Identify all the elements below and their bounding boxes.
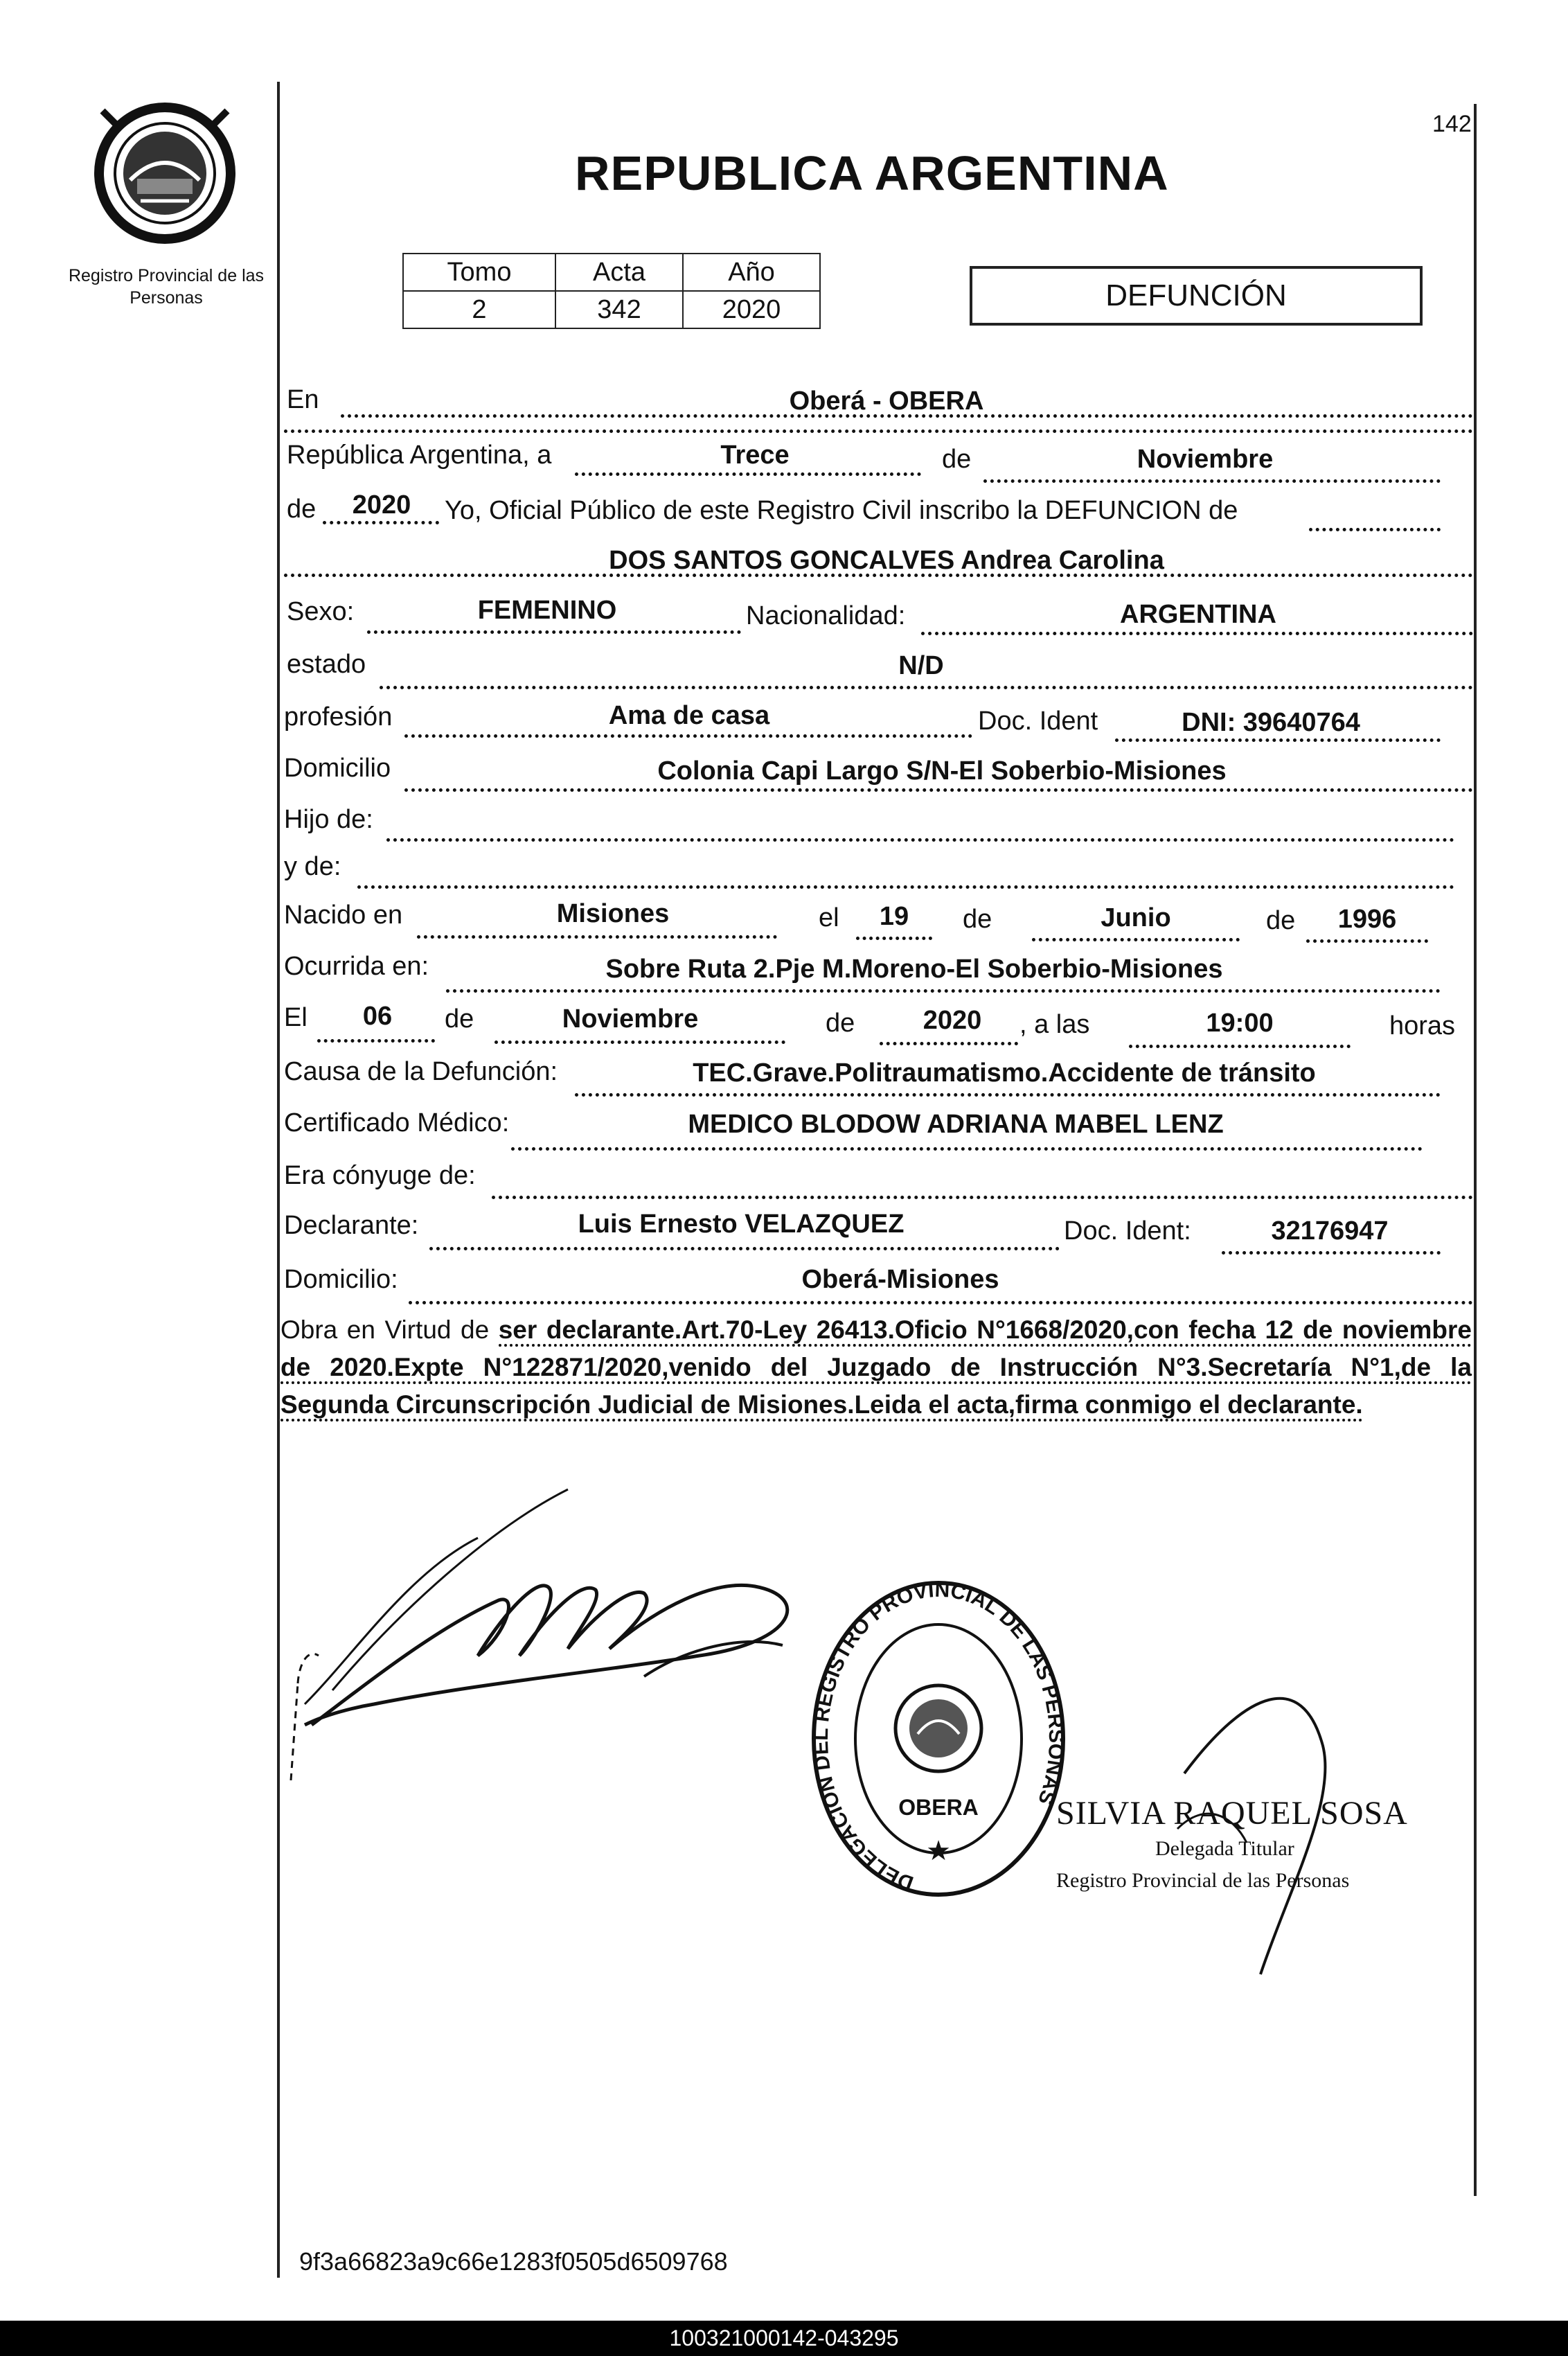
- dots-death-time: [1129, 1045, 1351, 1048]
- value-declarante-doc: 32176947: [1271, 1216, 1389, 1246]
- obra-prefix: Obra en Virtud de: [280, 1316, 490, 1344]
- label-declarante: Declarante:: [284, 1211, 419, 1240]
- label-causa: Causa de la Defunción:: [284, 1057, 558, 1086]
- dots-oficial-end: [1309, 528, 1441, 531]
- dots-nacido: [417, 935, 777, 939]
- label-nacido: Nacido en: [284, 901, 403, 930]
- label-el-2: El: [284, 1003, 308, 1032]
- label-domicilio-2: Domicilio:: [284, 1265, 398, 1294]
- value-causa: TEC.Grave.Politraumatismo.Accidente de tránsito: [693, 1059, 1316, 1088]
- label-y-de: y de:: [284, 852, 341, 881]
- value-domicilio: Colonia Capi Largo S/N-El Soberbio-Misiones: [657, 756, 1227, 786]
- table-header-tomo: Tomo: [403, 254, 555, 291]
- footer-code-bar: 100321000142-043295: [0, 2321, 1568, 2356]
- value-death-month: Noviembre: [562, 1004, 699, 1034]
- label-conyuge: Era cónyuge de:: [284, 1161, 476, 1190]
- dots-ocurrida: [446, 989, 1441, 993]
- page-title: REPUBLICA ARGENTINA: [575, 146, 1169, 200]
- stamp-ring-text: DELEGACION DEL REGISTRO PROVINCIAL DE LAS PERSONAS: [809, 1578, 1068, 1895]
- svg-text:★: ★: [926, 1836, 951, 1866]
- dots-y-de: [357, 885, 1454, 889]
- dots-death-month: [495, 1040, 785, 1044]
- doc-type-box: DEFUNCIÓN: [970, 266, 1423, 326]
- logo-caption: Registro Provincial de las Personas: [68, 266, 265, 308]
- value-year: 2020: [352, 490, 411, 520]
- value-day: Trece: [720, 441, 790, 470]
- page-number: 142: [1432, 111, 1472, 137]
- dots-year: [323, 521, 439, 524]
- registry-logo: [89, 97, 241, 256]
- dots-birth-month: [1032, 938, 1240, 941]
- value-nacionalidad: ARGENTINA: [1120, 600, 1276, 629]
- dots-en-full: [284, 429, 1473, 433]
- value-declarante: Luis Ernesto VELAZQUEZ: [578, 1210, 905, 1239]
- official-office: Registro Provincial de las Personas: [1056, 1869, 1350, 1892]
- label-en: En: [287, 385, 319, 414]
- dots-death-day: [317, 1039, 435, 1043]
- label-de-4: de: [445, 1004, 474, 1034]
- label-doc-ident-2: Doc. Ident:: [1064, 1216, 1191, 1246]
- document-hash: 9f3a66823a9c66e1283f0505d6509768: [299, 2247, 728, 2276]
- label-el: el: [819, 903, 839, 932]
- dots-sexo: [367, 630, 741, 634]
- label-doc-ident: Doc. Ident: [978, 707, 1098, 736]
- value-certificado: MEDICO BLODOW ADRIANA MABEL LENZ: [688, 1110, 1224, 1139]
- table-header-anio: Año: [683, 254, 820, 291]
- dots-profesion: [404, 734, 972, 738]
- label-domicilio: Domicilio: [284, 754, 391, 783]
- obra-paragraph: [280, 1311, 1472, 1424]
- label-republica: República Argentina, a: [287, 441, 552, 470]
- value-birth-day: 19: [879, 902, 909, 931]
- official-role: Delegada Titular: [1155, 1837, 1294, 1860]
- value-death-time: 19:00: [1206, 1009, 1274, 1038]
- dots-domicilio-2: [409, 1301, 1473, 1304]
- table-header-acta: Acta: [555, 254, 683, 291]
- obra-text: ser declarante.Art.70-Ley 26413.Oficio N°1668/2020,con fecha 12 de noviembre de 2020.Expte N°122871/2020,venido del Juzgado de Instrucción N°3.Secretaría N°1,de la Segunda Circunscripción Judicial de Misiones.Leida el acta,firma conmigo el declarante.: [280, 1316, 1472, 1421]
- label-de-1: de: [942, 445, 972, 474]
- value-birth-year: 1996: [1337, 905, 1397, 934]
- label-de-3: de: [1266, 906, 1296, 935]
- dots-day: [575, 472, 921, 476]
- value-birth-month: Junio: [1101, 903, 1171, 932]
- dots-birth-day: [856, 937, 932, 940]
- dots-conyuge: [492, 1196, 1473, 1199]
- dots-certificado: [511, 1147, 1423, 1151]
- dots-death-year: [880, 1042, 1018, 1045]
- value-sexo: FEMENINO: [477, 596, 617, 625]
- value-profesion: Ama de casa: [608, 701, 770, 730]
- label-profesion: profesión: [284, 702, 393, 732]
- value-death-year: 2020: [923, 1006, 982, 1035]
- table-value-tomo: 2: [403, 291, 555, 328]
- label-horas: horas: [1389, 1011, 1456, 1040]
- value-domicilio-2: Oberá-Misiones: [801, 1265, 999, 1294]
- text-oficial: Yo, Oficial Público de este Registro Civil inscribo la DEFUNCION de: [445, 496, 1238, 525]
- dots-domicilio: [404, 788, 1473, 792]
- dots-declarante-doc: [1222, 1251, 1441, 1255]
- declarante-signature: [270, 1476, 873, 1780]
- label-nacionalidad: Nacionalidad:: [746, 601, 906, 630]
- dots-declarante: [429, 1247, 1060, 1250]
- stamp-city: OBERA: [898, 1795, 979, 1820]
- label-estado: estado: [287, 650, 366, 679]
- label-a-las: , a las: [1019, 1010, 1090, 1039]
- label-sexo: Sexo:: [287, 597, 355, 626]
- dots-nacionalidad: [921, 632, 1473, 635]
- value-nacido: Misiones: [556, 899, 670, 928]
- value-en: Oberá - OBERA: [789, 387, 984, 416]
- registry-table: [402, 253, 821, 329]
- label-ocurrida: Ocurrida en:: [284, 952, 429, 981]
- dots-causa: [575, 1093, 1441, 1097]
- value-estado: N/D: [898, 651, 944, 680]
- label-hijo: Hijo de:: [284, 805, 373, 834]
- value-doc-ident: DNI: 39640764: [1182, 708, 1360, 737]
- dots-month: [983, 479, 1441, 483]
- value-death-day: 06: [362, 1002, 393, 1031]
- label-year-prefix: de: [287, 495, 317, 524]
- value-deceased-name: DOS SANTOS GONCALVES Andrea Carolina: [609, 546, 1164, 575]
- value-ocurrida: Sobre Ruta 2.Pje M.Moreno-El Soberbio-Misiones: [605, 955, 1223, 984]
- left-margin-line: [277, 82, 280, 2278]
- dots-hijo: [386, 838, 1454, 842]
- right-margin-line: [1474, 104, 1477, 2196]
- value-month: Noviembre: [1137, 445, 1274, 474]
- official-name: SILVIA RAQUEL SOSA: [1056, 1795, 1408, 1832]
- table-value-acta: 342: [555, 291, 683, 328]
- label-certificado: Certificado Médico:: [284, 1108, 510, 1137]
- dots-birth-year: [1306, 939, 1428, 943]
- dots-doc-ident: [1115, 738, 1441, 742]
- label-de-2: de: [963, 905, 992, 934]
- official-stamp: [807, 1576, 1070, 1902]
- table-value-anio: 2020: [683, 291, 820, 328]
- label-de-5: de: [826, 1009, 855, 1038]
- dots-estado: [380, 686, 1473, 689]
